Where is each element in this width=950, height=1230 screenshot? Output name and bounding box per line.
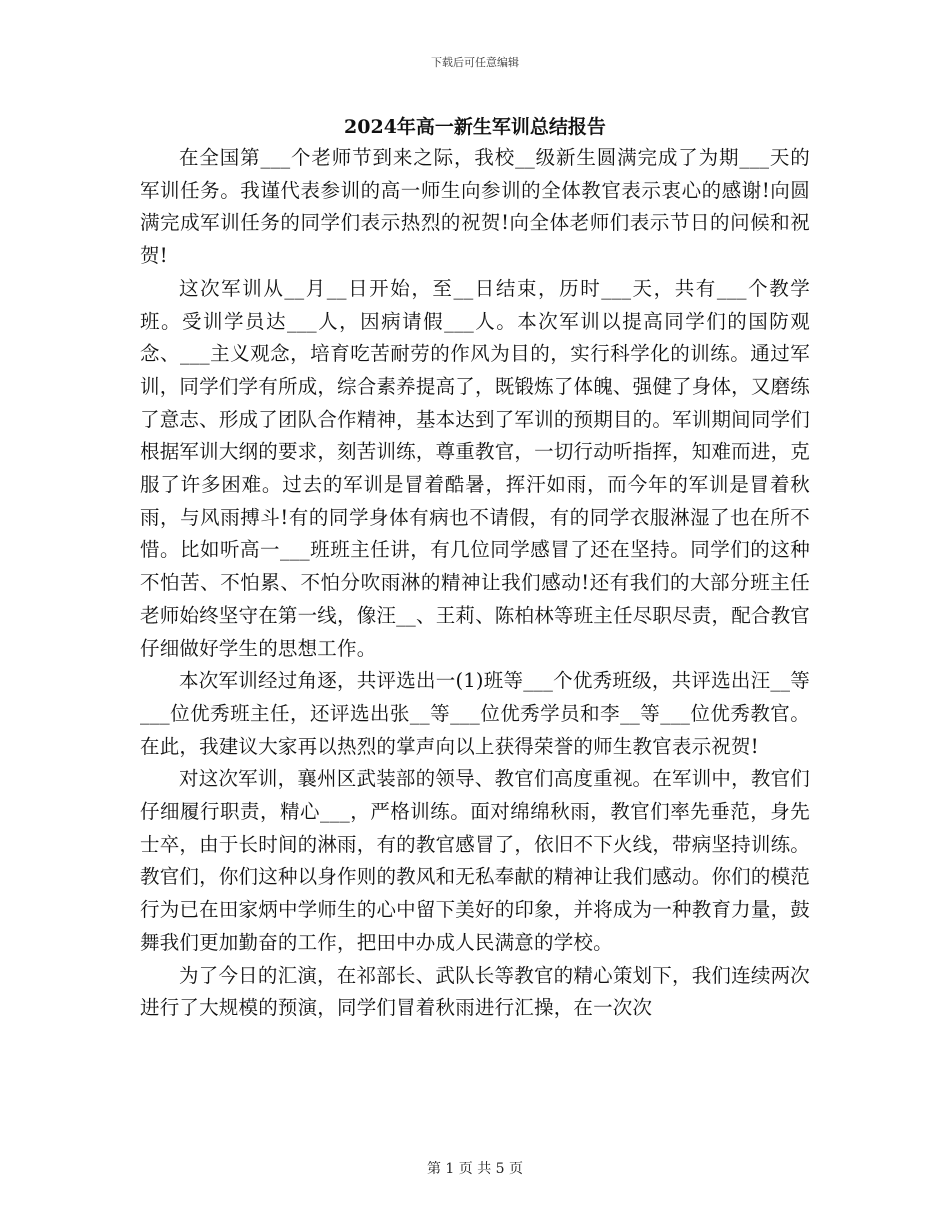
document-title: 2024年高一新生军训总结报告 [344, 116, 606, 138]
document-body [140, 142, 810, 1025]
paragraph-4: 对这次军训，襄州区武装部的领导、教官们高度重视。在军训中，教官们仔细履行职责，精心___，严格训练。面对绵绵秋雨，教官们率先垂范，身先士卒，由于长时间的淋雨，有的教官感冒了，依旧不下火线，带病坚持训练。教官们，你们这种以身作则的教风和无私奉献的精神让我们感动。你们的模范行为已在田家炳中学师生的心中留下美好的印象，并将成为一种教育力量，鼓舞我们更加勤奋的工作，把田中办成人民满意的学校。 [140, 767, 810, 954]
paragraph-2: 这次军训从__月__日开始，至__日结束，历时___天，共有___个教学班。受训学员达___人，因病请假___人。本次军训以提高同学们的国防观念、___主义观念，培育吃苦耐劳的作风为目的，实行科学化的训练。通过军训，同学们学有所成，综合素养提高了，既锻炼了体魄、强健了身体，又磨练了意志、形成了团队合作精神，基本达到了军训的预期目的。军训期间同学们根据军训大纲的要求，刻苦训练，尊重教官，一切行动听指挥，知难而进，克服了许多困难。过去的军训是冒着酷暑，挥汗如雨，而今年的军训是冒着秋雨，与风雨搏斗!有的同学身体有病也不请假，有的同学衣服淋湿了也在所不惜。比如听高一___班班主任讲，有几位同学感冒了还在坚持。同学们的这种不怕苦、不怕累、不怕分吹雨淋的精神让我们感动!还有我们的大部分班主任老师始终坚守在第一线，像汪__、王莉、陈柏林等班主任尽职尽责，配合教官仔细做好学生的思想工作。 [140, 276, 811, 660]
paragraph-1: 在全国第___个老师节到来之际，我校__级新生圆满完成了为期___天的军训任务。我谨代表参训的高一师生向参训的全体教官表示衷心的感谢!向圆满完成军训任务的同学们表示热烈的祝贺!向全体老师们表示节日的问候和祝贺! [140, 146, 810, 268]
paragraph-5: 为了今日的汇演，在祁部长、武队长等教官的精心策划下，我们连续两次进行了大规模的预演，同学们冒着秋雨进行汇操，在一次次 [140, 963, 810, 1020]
page-header-note: 下载后可任意编辑 [431, 56, 519, 69]
page-number-footer: 第 1 页 共 5 页 [426, 1161, 524, 1177]
paragraph-3: 本次军训经过角逐，共评选出一(1)班等___个优秀班级，共评选出汪__等___位优秀班主任，还评选出张__等___位优秀学员和李__等___位优秀教官。在此，我建议大家再以热烈的掌声向以上获得荣誉的师生教官表示祝贺! [140, 669, 810, 758]
